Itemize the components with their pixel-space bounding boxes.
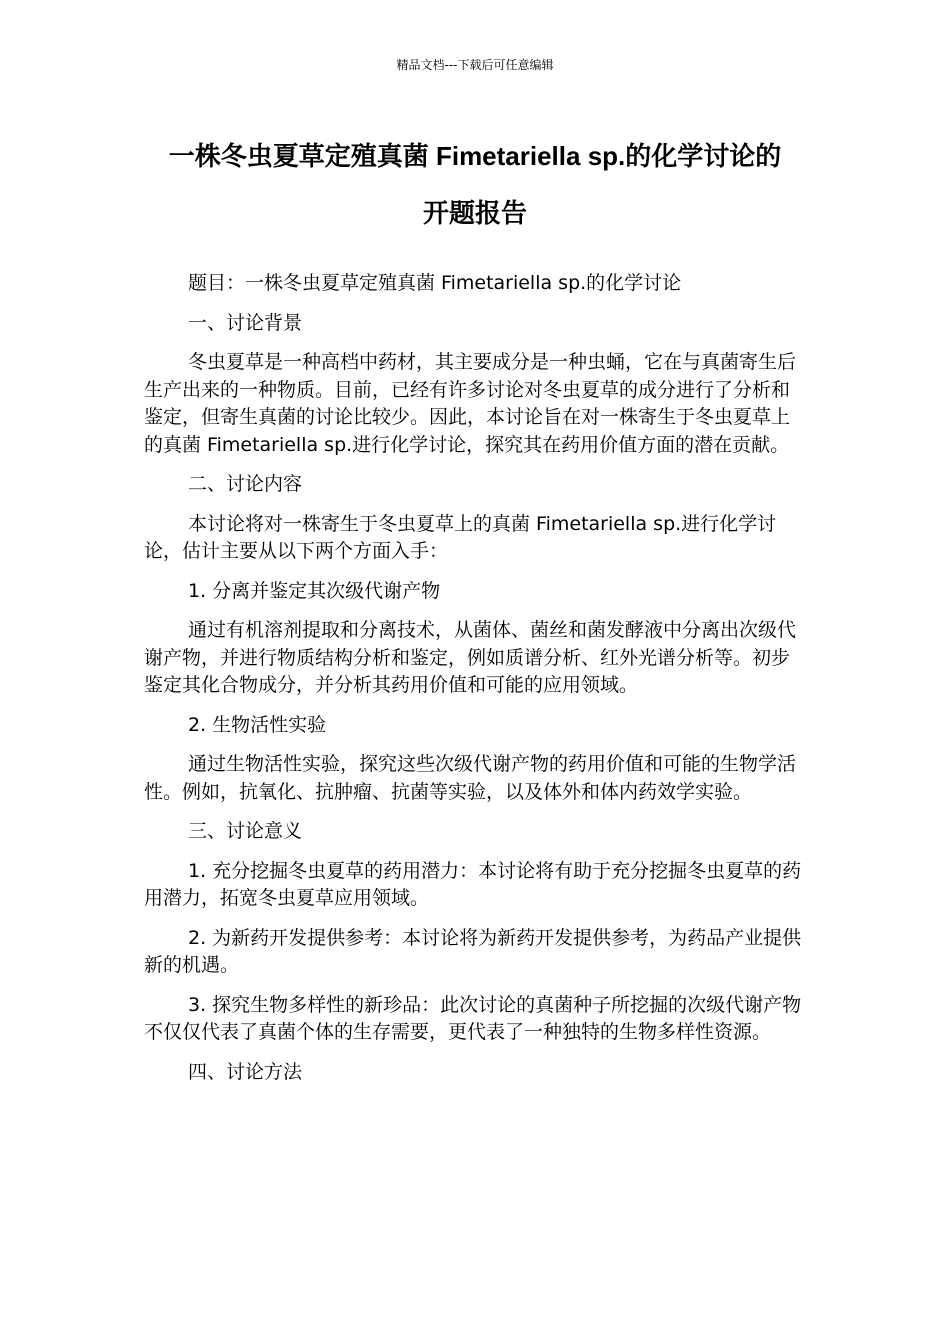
bioactivity-paragraph: 通过生物活性实验，探究这些次级代谢产物的药用价值和可能的生物学活性。例如，抗氧化、抗肿瘤、抗菌等实验，以及体外和体内药效学实验。 <box>144 753 797 803</box>
document-title-line-1: 一株冬虫夏草定殖真菌 Fimetariella sp.的化学讨论的 <box>168 141 782 171</box>
content-intro-paragraph: 本讨论将对一株寄生于冬虫夏草上的真菌 Fimetariella sp.进行化学讨论，估计主要从以下两个方面入手： <box>144 512 777 562</box>
header-note: 精品文档---下载后可任意编辑 <box>396 58 554 72</box>
section-heading-methods: 四、讨论方法 <box>188 1060 303 1083</box>
isolation-paragraph: 通过有机溶剂提取和分离技术，从菌体、菌丝和菌发酵液中分离出次级代谢产物，并进行物质结构分析和鉴定，例如质谱分析、红外光谱分析等。初步鉴定其化合物成分，并分析其药用价值和可能的应用领域。 <box>144 619 797 696</box>
subheading-isolation: 1. 分离并鉴定其次级代谢产物 <box>188 579 441 602</box>
background-paragraph: 冬虫夏草是一种高档中药材，其主要成分是一种虫蛹，它在与真菌寄生后生产出来的一种物质。目前，已经有许多讨论对冬虫夏草的成分进行了分析和鉴定，但寄生真菌的讨论比较少。因此，本讨论旨在对一株寄生于冬虫夏草上的真菌 Fimetariella sp.进行化学讨论，探究其在药用价值方面的潜在贡献。 <box>144 351 797 456</box>
topic-line: 题目：一株冬虫夏草定殖真菌 Fimetariella sp.的化学讨论 <box>188 272 682 294</box>
document-title-line-2: 开题报告 <box>422 198 527 228</box>
document-body <box>144 270 808 1098</box>
subheading-bioactivity: 2. 生物活性实验 <box>188 713 327 736</box>
section-heading-content: 二、讨论内容 <box>188 473 303 495</box>
significance-item-1: 1. 充分挖掘冬虫夏草的药用潜力：本讨论将有助于充分挖掘冬虫夏草的药用潜力，拓宽冬虫夏草应用领域。 <box>144 859 802 909</box>
significance-item-3: 3. 探究生物多样性的新珍品：此次讨论的真菌种子所挖掘的次级代谢产物不仅仅代表了真菌个体的生存需要，更代表了一种独特的生物多样性资源。 <box>144 993 802 1043</box>
significance-item-2: 2. 为新药开发提供参考：本讨论将为新药开发提供参考，为药品产业提供新的机遇。 <box>144 926 802 976</box>
section-heading-significance: 三、讨论意义 <box>188 820 303 842</box>
section-heading-background: 一、讨论背景 <box>188 311 303 334</box>
